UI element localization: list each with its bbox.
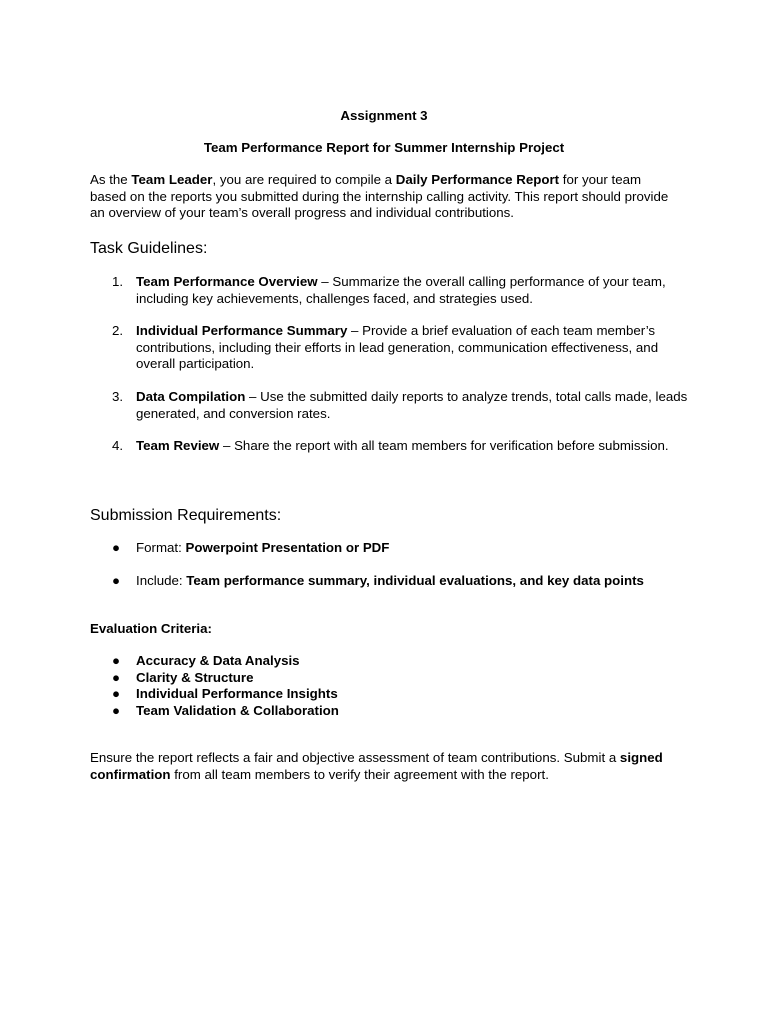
submission-value: Team performance summary, individual evaluations, and key data points	[186, 572, 644, 588]
task-description: – Summarize the overall calling performance of your team, including key achievements, challenges faced, and strategies used.	[136, 274, 666, 306]
closing-text-1: Ensure the report reflects a fair and objective assessment of team contributions. Submit a	[90, 750, 620, 765]
submission-item	[90, 540, 710, 557]
bullet-icon: ●	[112, 653, 121, 668]
criteria-item	[90, 653, 710, 670]
intro-text-1: As the	[90, 172, 132, 187]
submission-item	[90, 573, 710, 590]
submission-label: Include:	[136, 572, 187, 588]
submission-requirements-heading: Submission Requirements:	[90, 507, 282, 524]
intro-text-3: for your team based on the reports you submitted during the internship calling activity. This report should provide an overview of your team’s overall progress and individual contributions.	[90, 172, 669, 221]
bullet-icon: ●	[112, 572, 121, 588]
task-guidelines-heading: Task Guidelines:	[90, 240, 208, 257]
submission-list	[90, 540, 710, 605]
task-item	[90, 323, 690, 373]
intro-bold-1: Team Leader	[131, 172, 213, 187]
task-title: Data Compilation	[136, 388, 246, 404]
task-item	[90, 274, 690, 307]
submission-label: Format:	[136, 540, 186, 555]
task-number: 4.	[112, 438, 124, 454]
document-title: Assignment 3	[340, 108, 428, 123]
task-item	[90, 389, 690, 422]
task-title: Individual Performance Summary	[136, 323, 348, 339]
bullet-icon: ●	[112, 686, 121, 702]
intro-paragraph	[90, 172, 680, 222]
task-description: – Use the submitted daily reports to analyze trends, total calls made, leads generated, and conversion rates.	[136, 388, 688, 421]
task-number: 2.	[112, 323, 124, 339]
task-title: Team Review	[136, 438, 220, 454]
closing-bold: signed confirmation	[90, 750, 663, 782]
criteria-list	[90, 653, 710, 719]
task-description: – Share the report with all team members for verification before submission.	[219, 438, 669, 454]
task-item	[90, 438, 690, 455]
closing-paragraph	[90, 750, 670, 783]
intro-text-2: , you are required to compile a	[212, 172, 396, 187]
intro-bold-2: Daily Performance Report	[395, 172, 560, 187]
closing-text-2: from all team members to verify their agreement with the report.	[170, 766, 549, 782]
task-list	[90, 274, 690, 471]
criteria-item	[90, 670, 710, 687]
criteria-item	[90, 686, 710, 703]
document-subtitle: Team Performance Report for Summer Internship Project	[203, 140, 565, 155]
bullet-icon: ●	[112, 702, 121, 718]
task-number: 1.	[112, 274, 124, 289]
submission-value: Powerpoint Presentation or PDF	[185, 540, 390, 555]
criteria-text: Clarity & Structure	[136, 669, 254, 685]
evaluation-criteria-heading: Evaluation Criteria:	[90, 621, 212, 636]
criteria-text: Individual Performance Insights	[136, 686, 338, 702]
bullet-icon: ●	[112, 540, 121, 555]
task-description: – Provide a brief evaluation of each team member’s contributions, including their efforts in lead generation, communication effectiveness, and overall participation.	[136, 323, 659, 372]
criteria-item	[90, 703, 710, 720]
task-title: Team Performance Overview	[136, 274, 318, 289]
task-number: 3.	[112, 388, 124, 404]
criteria-text: Accuracy & Data Analysis	[136, 653, 300, 668]
bullet-icon: ●	[112, 669, 121, 685]
criteria-text: Team Validation & Collaboration	[136, 702, 339, 718]
